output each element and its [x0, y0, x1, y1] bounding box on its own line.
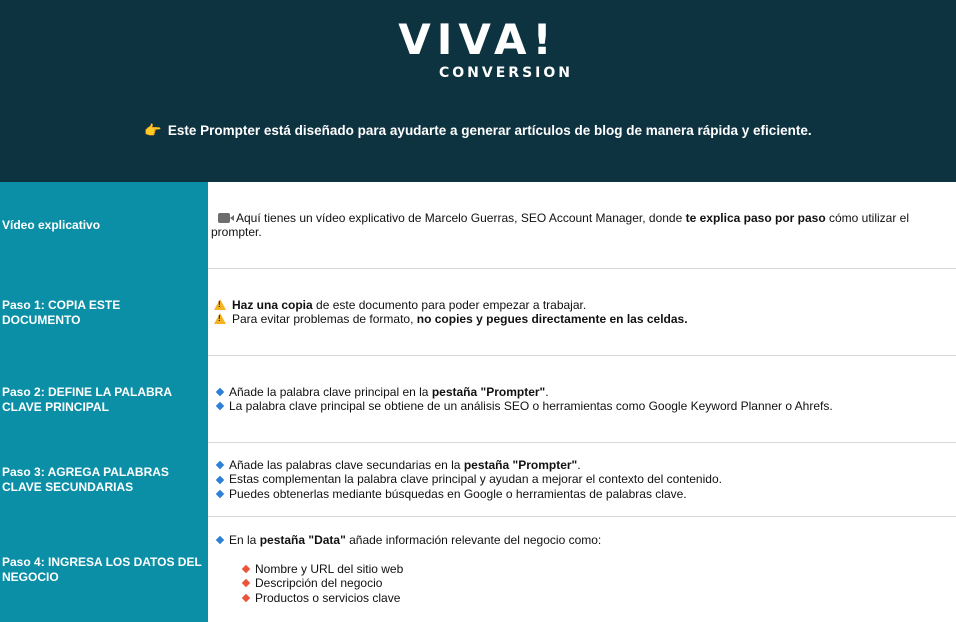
video-camera-icon — [218, 213, 230, 223]
paso2-b2: La palabra clave principal se obtiene de un análisis SEO o herramientas como Google Keyword Planner o Ahrefs. — [229, 399, 833, 413]
video-text-line-2: prompter. — [211, 225, 262, 239]
row-paso-1 — [0, 269, 956, 356]
list-item — [211, 399, 948, 414]
row-label-paso-3: Paso 3: AGREGA PALABRAS CLAVE SECUNDARIAS — [0, 443, 208, 517]
logo-sub-text: CONVERSION — [439, 65, 573, 81]
video-text-bold: te explica paso por paso — [685, 210, 826, 225]
row-paso-2 — [0, 356, 956, 443]
list-item — [211, 487, 948, 502]
row-video — [0, 182, 956, 269]
paso3-b2: Estas complementan la palabra clave principal y ayudan a mejorar el contexto del contenido. — [229, 472, 722, 487]
diamond-bullet-icon — [216, 402, 224, 410]
paso4-sub-0: Nombre y URL del sitio web — [255, 561, 404, 576]
list-item — [211, 385, 948, 400]
row-label-paso-4: Paso 4: INGRESA LOS DATOS DEL NEGOCIO — [0, 517, 208, 622]
diamond-bullet-icon — [216, 388, 224, 396]
diamond-bullet-icon — [216, 461, 224, 469]
paso4-b1-pre: En la — [229, 533, 260, 547]
paso4-b1-post: añade información relevante del negocio como: — [345, 533, 602, 547]
diamond-bullet-icon — [216, 536, 224, 544]
paso2-b1-bold: pestaña "Prompter" — [431, 384, 546, 399]
diamond-sub-bullet-icon — [242, 579, 250, 587]
paso4-sub-2: Productos o servicios clave — [255, 590, 401, 605]
row-content-paso-1 — [208, 269, 956, 356]
warning-icon — [214, 299, 226, 310]
row-content-paso-4 — [208, 517, 956, 622]
paso2-b1-pre: Añade la palabra clave principal en la — [229, 384, 432, 399]
intro-label: Este Prompter está diseñado para ayudarte a generar artículos de blog de manera rápida y eficiente. — [167, 123, 812, 138]
row-label-paso-2: Paso 2: DEFINE LA PALABRA CLAVE PRINCIPAL — [0, 356, 208, 443]
sub-list-item — [211, 591, 948, 606]
row-content-paso-3 — [208, 443, 956, 517]
list-item — [211, 533, 948, 548]
video-text-c: cómo utilizar el — [825, 210, 910, 225]
paso1-line-2 — [211, 312, 948, 327]
logo-main-text: VIVA! — [398, 15, 558, 64]
paso3-b1-pre: Añade las palabras clave secundarias en la — [229, 457, 464, 472]
brand-logo — [0, 15, 956, 82]
paso1-line2-bold: no copies y pegues directamente en las celdas. — [416, 312, 688, 326]
video-text-a: Aquí tienes un vídeo explicativo de Marcelo Guerras, SEO Account Manager, donde — [236, 210, 686, 225]
row-paso-3 — [0, 443, 956, 517]
row-label-video: Vídeo explicativo — [0, 182, 208, 269]
sub-list-item — [211, 576, 948, 591]
warning-icon — [214, 313, 226, 324]
diamond-bullet-icon — [216, 475, 224, 483]
paso2-b1-post: . — [545, 384, 549, 399]
paso3-b1-post: . — [577, 457, 581, 472]
paso3-b1-bold: pestaña "Prompter" — [463, 457, 578, 472]
diamond-sub-bullet-icon — [242, 565, 250, 573]
paso1-line-1 — [211, 298, 948, 313]
row-paso-4 — [0, 517, 956, 622]
paso1-line2-pre: Para evitar problemas de formato, — [232, 312, 417, 326]
video-text-line — [211, 211, 948, 226]
paso1-line1-rest: de este documento para poder empezar a trabajar. — [312, 297, 587, 312]
paso3-b3: Puedes obtenerlas mediante búsquedas en Google o herramientas de palabras clave. — [229, 486, 687, 501]
spacer — [211, 548, 948, 562]
diamond-sub-bullet-icon — [242, 594, 250, 602]
paso4-sub-1: Descripción del negocio — [255, 576, 383, 590]
sub-list-item — [211, 562, 948, 577]
list-item — [211, 472, 948, 487]
row-label-paso-1: Paso 1: COPIA ESTE DOCUMENTO — [0, 269, 208, 356]
row-content-video — [208, 182, 956, 269]
paso1-line1-bold: Haz una copia — [232, 297, 313, 312]
header-banner — [0, 0, 956, 182]
list-item — [211, 458, 948, 473]
pointing-hand-icon: 👉 — [144, 122, 162, 138]
intro-text — [0, 121, 956, 140]
diamond-bullet-icon — [216, 490, 224, 498]
row-content-paso-2 — [208, 356, 956, 443]
paso4-b1-bold: pestaña "Data" — [259, 533, 346, 547]
